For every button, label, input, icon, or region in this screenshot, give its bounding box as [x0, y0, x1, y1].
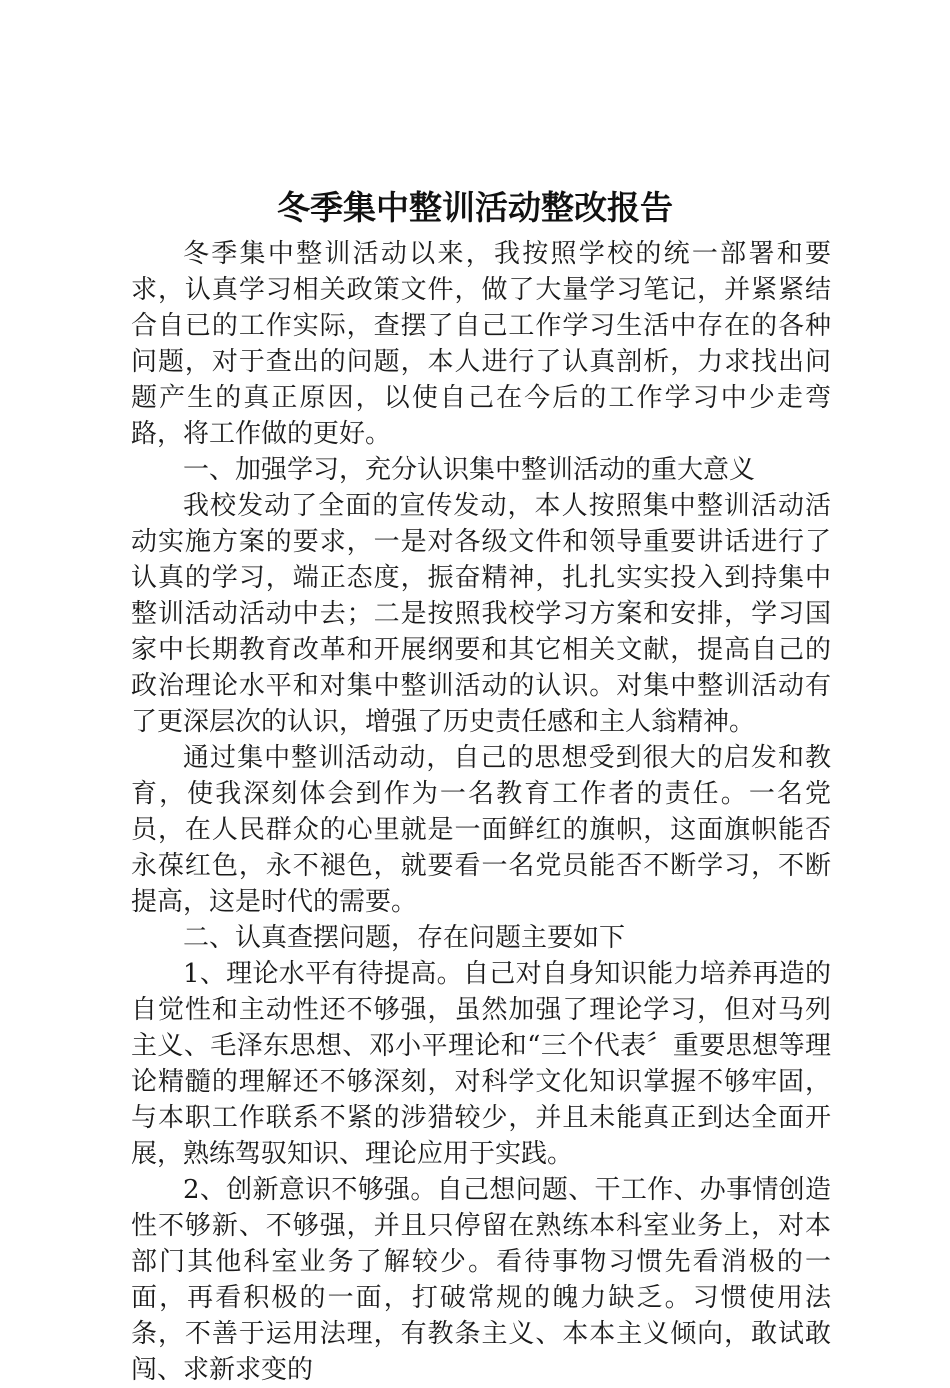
paragraph-issue-1: 1、理论水平有待提高。自己对自身知识能力培养再造的自觉性和主动性还不够强，虽然加强了理论学习，但对马列主义、毛泽东思想、邓小平理论和“三个代表〞重要思想等理论精髓的理解还不够深刻，对科学文化知识掌握不够牢固，与本职工作联系不紧的涉猎较少，并且未能真正到达全面开展，熟练驾驭知识、理论应用于实践。 — [131, 959, 831, 1169]
section-heading-2: 二、认真查摆问题，存在问题主要如下 — [183, 923, 626, 953]
document-body — [131, 236, 831, 1388]
paragraph-reflection: 通过集中整训活动动，自己的思想受到很大的启发和教育，使我深刻体会到作为一名教育工作者的责任。一名党员，在人民群众的心里就是一面鲜红的旗帜，这面旗帜能否永葆红色，永不褪色，就要看一名党员能否不断学习，不断提高，这是时代的需要。 — [131, 743, 831, 917]
document-title: 冬季集中整训活动整改报告 — [277, 188, 673, 227]
paragraph-study: 我校发动了全面的宣传发动，本人按照集中整训活动活动实施方案的要求，一是对各级文件和领导重要讲话进行了认真的学习，端正态度，振奋精神，扎扎实实投入到持集中整训活动活动中去；二是按照我校学习方案和安排，学习国家中长期教育改革和开展纲要和其它相关文献，提高自己的政治理论水平和对集中整训活动的认识。对集中整训活动有了更深层次的认识，增强了历史责任感和主人翁精神。 — [131, 491, 831, 737]
paragraph-issue-2: 2、创新意识不够强。自己想问题、干工作、办事情创造性不够新、不够强，并且只停留在熟练本科室业务上，对本部门其他科室业务了解较少。看待事物习惯先看消极的一面，再看积极的一面，打破常规的魄力缺乏。习惯使用法条，不善于运用法理，有教条主义、本本主义倾向，敢试敢闯、求新求变的 — [131, 1175, 831, 1385]
paragraph-intro: 冬季集中整训活动以来，我按照学校的统一部署和要求，认真学习相关政策文件，做了大量学习笔记，并紧紧结合自已的工作实际，查摆了自己工作学习生活中存在的各种问题，对于查出的问题，本人进行了认真剖析，力求找出问题产生的真正原因，以使自己在今后的工作学习中少走弯路，将工作做的更好。 — [131, 239, 831, 449]
section-heading-1: 一、加强学习，充分认识集中整训活动的重大意义 — [183, 455, 756, 485]
